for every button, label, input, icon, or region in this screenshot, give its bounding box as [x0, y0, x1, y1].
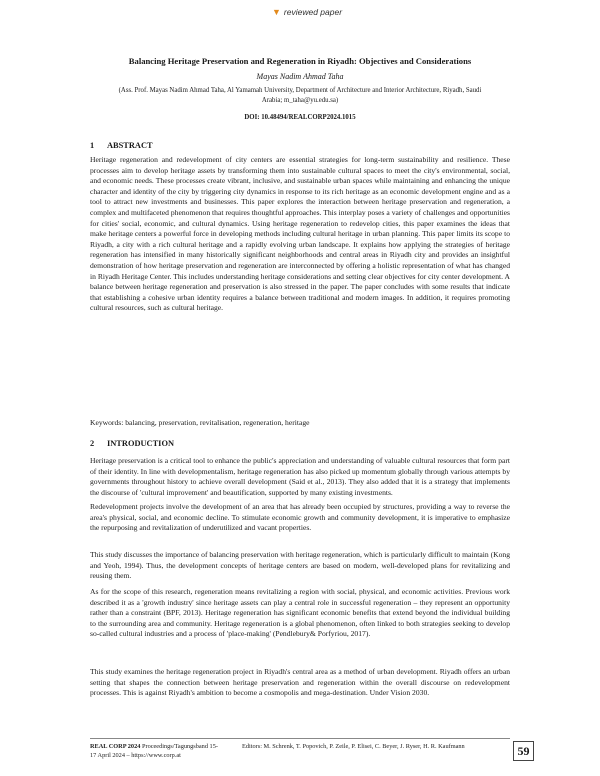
- paper-doi: DOI: 10.48494/REALCORP2024.1015: [244, 114, 356, 121]
- intro-paragraph-4: As for the scope of this research, regeneration means revitalizing a region with social, physical, and economic activities. Previous work described it as a 'growth industry' since heritage assets can play a central role in successful regeneration – they represent an opportunity rather than a constraint (BPF, 2013). Heritage regeneration has significant economic benefits that extend beyond the individual building to the surrounding area and community. Heritage regeneration is a global phenomenon, often linked to both strategies seeking to develop so-called cultural industries and a process of 'place-making' (Pendlebury& Porfyriou, 2017).: [90, 587, 510, 639]
- section-number: 2: [90, 439, 95, 448]
- paper-author: Mayas Nadim Ahmad Taha: [256, 72, 344, 81]
- intro-paragraph-5: This study examines the heritage regeneration project in Riyadh's central area as a method of urban development. Riyadh offers an urban setting that shapes the connection between heritage preservation and regeneration within the overall discourse on redevelopment processes. This is against Riyadh's ambition to become a cosmopolis and mega-destination. Under Vision 2030.: [90, 667, 510, 698]
- page-number: 59: [513, 741, 534, 761]
- paper-title: Balancing Heritage Preservation and Regeneration in Riyadh: Objectives and Considerations: [128, 56, 472, 66]
- footer-editors: Editors: M. Schrenk, T. Popovich, P. Zeile, P. Elisei, C. Beyer, J. Ryser, H. R. Kaufmann: [242, 743, 465, 750]
- section-heading-abstract: [90, 141, 153, 150]
- section-title: ABSTRACT: [107, 141, 153, 150]
- keywords-paragraph: Keywords: balancing, preservation, revitalisation, regeneration, heritage: [90, 418, 310, 427]
- section-title: INTRODUCTION: [107, 439, 175, 448]
- intro-paragraph-2: Redevelopment projects involve the development of an area that has already been occupied by structures, providing a way to reverse the area's physical, social, and economic decline. To stimulate economic growth and community development, it is imperative to emphasize the repurposing and revitalization of underutilized and vacant properties.: [90, 502, 510, 533]
- intro-paragraph-1: Heritage preservation is a critical tool to enhance the public's appreciation and understanding of valuable cultural resources that form part of their identity. In line with developmentalism, heritage regeneration has also picked up momentum globally through various attempts by governments throughout history to achieve overall development (Said et al., 2013). They also added that it is a strategy that implements the discourse of 'cultural improvement' and beautification, supported by many existing investments.: [90, 456, 510, 497]
- author-affiliation: (Ass. Prof. Mayas Nadim Ahmad Taha, Al Yamamah University, Department of Architecture and Interior Architecture, Riyadh, Saudi Arabia; m_taha@yu.edu.sa): [118, 87, 482, 104]
- footer-proceedings: [90, 743, 220, 760]
- badge-label: reviewed paper: [283, 7, 343, 17]
- footer-proceedings-text: Proceedings/Tagungsband 15-17 April 2024 – https://www.corp.at: [90, 743, 218, 759]
- section-number: 1: [90, 141, 95, 150]
- footer-conference: REAL CORP 2024: [90, 743, 141, 750]
- reviewed-paper-icon: ▼: [272, 7, 281, 17]
- reviewed-paper-badge: [272, 7, 342, 17]
- intro-paragraph-3: This study discusses the importance of balancing preservation with heritage regeneration, which is particularly difficult to maintain (Kong and Yeoh, 1994). Thus, the development concepts of heritage centers are based on modern, well-developed plans for revitalizing and reusing them.: [90, 550, 510, 581]
- abstract-paragraph: Heritage regeneration and redevelopment of city centers are essential strategies for long-term sustainability and resilience. These processes aim to develop heritage assets by transforming them into sustainable cultural spaces to meet the city's environmental, social, and economic needs. These processes create vibrant, inclusive, and sustainable urban spaces while maintaining and enhancing the unique character and identity of the city by triggering city dynamics in response to its rich heritage as an economic development engine and as a tool to attract new investments and businesses. This paper explores the interaction between heritage preservation and regeneration, a complex and multifaceted phenomenon that requires thoughtful approaches. This interplay poses a variety of challenges and opportunities for cities' social, economic, and cultural dynamics. Using heritage regeneration to redevelop cities, this paper examines the ideas that make heritage centers a powerful force in developing methods including cultural heritage in urban planning. This paper limits its scope to Riyadh, a city with a rich cultural heritage and a rapidly evolving urban landscape. It explains how applying the strategies of heritage regeneration has intensified in many historically significant neighborhoods and central areas in Riyadh city and provides an insightful demonstration of how heritage preservation and regeneration are interconnected by offering a holistic representation of what has changed in Riyadh Heritage Center. This includes understanding heritage considerations and setting clear objectives for city center development. A balance between heritage regeneration and preservation is also stressed in the paper. The paper concludes with some results that indicate that establishing a cohesive urban identity requires a balance between traditional and modern images. In addition, it requires promoting cultural resources, such as cultural heritage.: [90, 155, 510, 313]
- footer-divider: [90, 738, 510, 739]
- section-heading-introduction: [90, 439, 174, 448]
